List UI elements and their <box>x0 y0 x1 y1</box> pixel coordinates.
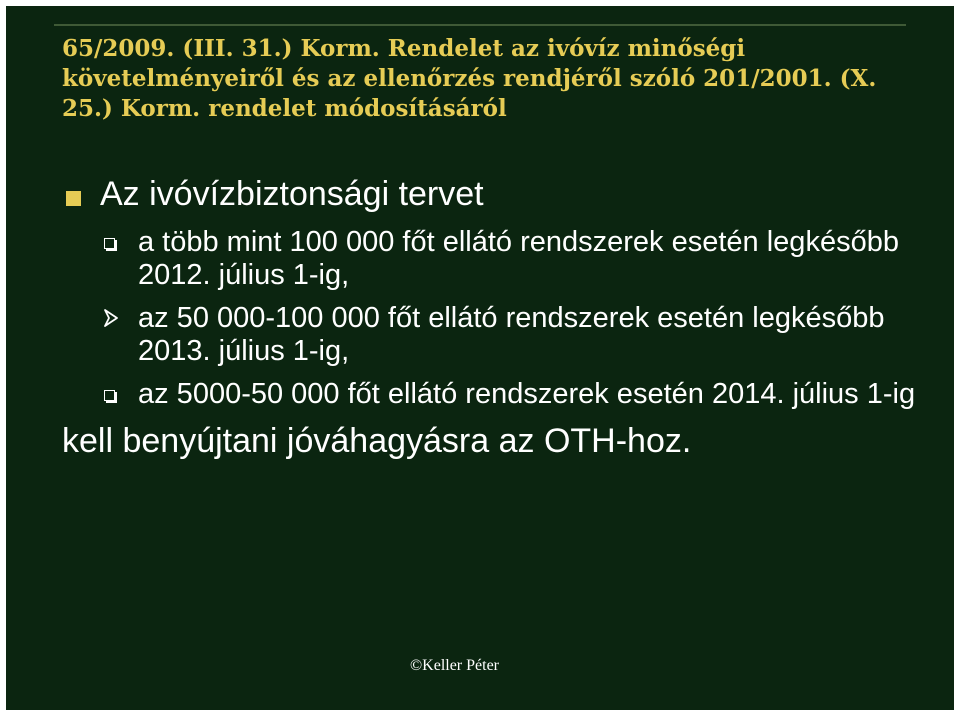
sub-point-text: az 5000-50 000 főt ellátó rendszerek esetén 2014. július 1-ig <box>138 378 916 410</box>
footer-copyright: ©Keller Péter <box>410 657 500 674</box>
sub-point-text: a több mint 100 000 főt ellátó rendszerek esetén legkésőbb 2012. július 1-ig, <box>138 226 899 291</box>
main-point <box>62 174 942 214</box>
arrow-right-icon <box>102 308 120 328</box>
slide-content <box>62 174 942 461</box>
closing-text: kell benyújtani jóváhagyásra az OTH-hoz. <box>62 422 692 460</box>
sub-point-2 <box>62 302 942 368</box>
sub-point-3 <box>62 378 942 411</box>
main-point-text: Az ivóvízbiztonsági tervet <box>100 175 484 213</box>
title-divider <box>54 24 906 26</box>
square-bullet-icon <box>66 191 81 206</box>
slide <box>6 6 954 710</box>
sub-point-1 <box>62 226 942 292</box>
square-outline-icon <box>104 390 115 401</box>
square-outline-icon <box>104 238 115 249</box>
slide-title: 65/2009. (III. 31.) Korm. Rendelet az ivóvíz minőségi követelményeiről és az ellenőrzés rendjéről szóló 201/2001. (X. 25.) Korm. rendelet módosításáról <box>62 35 877 122</box>
sub-point-text: az 50 000-100 000 főt ellátó rendszerek esetén legkésőbb 2013. július 1-ig, <box>138 302 885 367</box>
